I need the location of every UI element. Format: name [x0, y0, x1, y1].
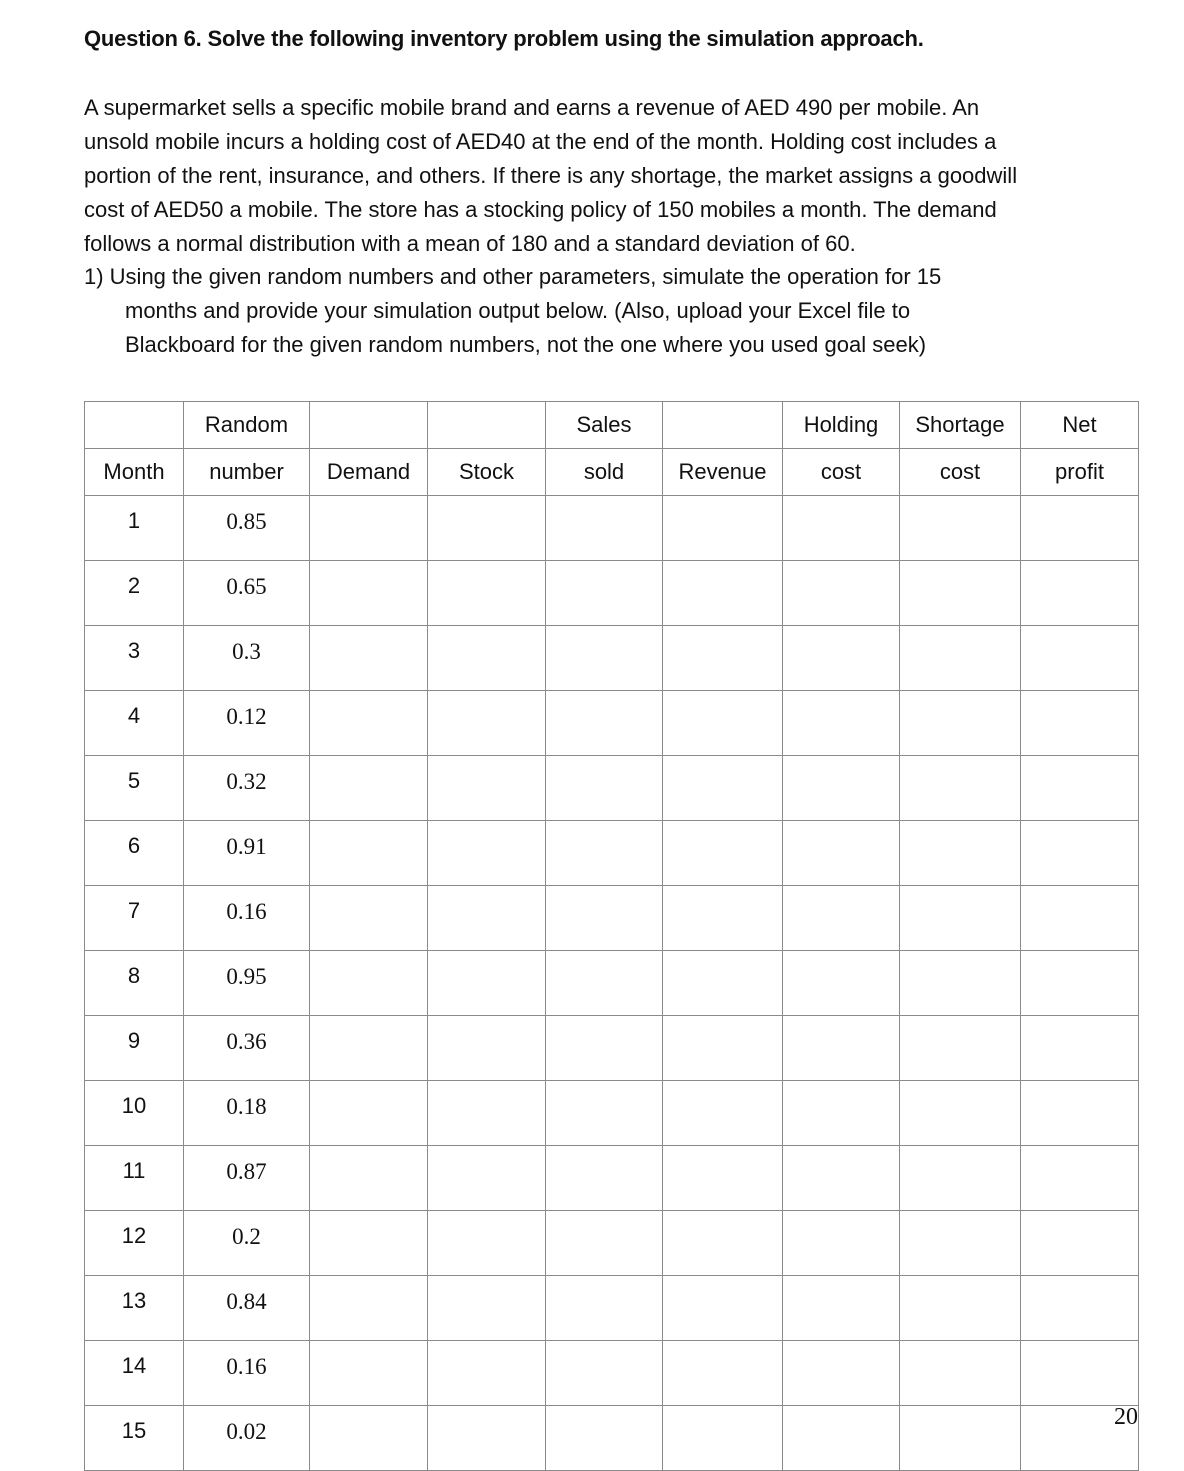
month-cell: 4 — [85, 691, 184, 756]
holding-cost-cell[interactable] — [783, 691, 900, 756]
demand-cell[interactable] — [310, 821, 428, 886]
task-instruction — [84, 260, 1144, 362]
random-number-cell: 0.16 — [184, 886, 310, 951]
holding-cost-cell[interactable] — [783, 821, 900, 886]
shortage-cost-cell[interactable] — [900, 1276, 1021, 1341]
header-cell: cost — [900, 449, 1021, 496]
demand-cell[interactable] — [310, 1211, 428, 1276]
shortage-cost-cell[interactable] — [900, 1341, 1021, 1406]
revenue-cell[interactable] — [663, 886, 783, 951]
month-cell: 2 — [85, 561, 184, 626]
demand-cell[interactable] — [310, 561, 428, 626]
task-line: Blackboard for the given random numbers, not the one where you used goal seek) — [125, 332, 927, 357]
table-row — [85, 1081, 1139, 1146]
revenue-cell[interactable] — [663, 1341, 783, 1406]
header-cell: Demand — [310, 449, 428, 496]
revenue-cell[interactable] — [663, 1081, 783, 1146]
random-number-cell: 0.2 — [184, 1211, 310, 1276]
month-cell: 5 — [85, 756, 184, 821]
simulation-table — [84, 401, 1139, 1471]
revenue-cell[interactable] — [663, 1146, 783, 1211]
table-row — [85, 1016, 1139, 1081]
month-cell: 8 — [85, 951, 184, 1016]
stock-cell[interactable] — [428, 1211, 546, 1276]
holding-cost-cell[interactable] — [783, 1211, 900, 1276]
holding-cost-cell[interactable] — [783, 1406, 900, 1471]
sales-sold-cell[interactable] — [546, 1341, 663, 1406]
stock-cell[interactable] — [428, 1341, 546, 1406]
sales-sold-cell[interactable] — [546, 756, 663, 821]
sales-sold-cell[interactable] — [546, 1211, 663, 1276]
table-row — [85, 886, 1139, 951]
month-cell: 12 — [85, 1211, 184, 1276]
sales-sold-cell[interactable] — [546, 496, 663, 561]
demand-cell[interactable] — [310, 1406, 428, 1471]
holding-cost-cell[interactable] — [783, 886, 900, 951]
stock-cell[interactable] — [428, 626, 546, 691]
month-cell: 3 — [85, 626, 184, 691]
stock-cell[interactable] — [428, 561, 546, 626]
month-cell: 13 — [85, 1276, 184, 1341]
shortage-cost-cell[interactable] — [900, 496, 1021, 561]
header-cell: sold — [546, 449, 663, 496]
holding-cost-cell[interactable] — [783, 626, 900, 691]
holding-cost-cell[interactable] — [783, 1276, 900, 1341]
demand-cell[interactable] — [310, 1081, 428, 1146]
net-profit-cell[interactable] — [1021, 1211, 1139, 1276]
table-row — [85, 951, 1139, 1016]
demand-cell[interactable] — [310, 1341, 428, 1406]
revenue-cell[interactable] — [663, 1211, 783, 1276]
random-number-cell: 0.84 — [184, 1276, 310, 1341]
shortage-cost-cell[interactable] — [900, 1146, 1021, 1211]
description-line: cost of AED50 a mobile. The store has a stocking policy of 150 mobiles a month. The demand — [84, 197, 997, 222]
holding-cost-cell[interactable] — [783, 1341, 900, 1406]
description-line: portion of the rent, insurance, and others. If there is any shortage, the market assigns a goodwill — [84, 163, 1018, 188]
month-cell: 6 — [85, 821, 184, 886]
shortage-cost-cell[interactable] — [900, 886, 1021, 951]
sales-sold-cell[interactable] — [546, 561, 663, 626]
shortage-cost-cell[interactable] — [900, 1211, 1021, 1276]
table-body — [85, 496, 1139, 1471]
stock-cell[interactable] — [428, 821, 546, 886]
description-line: follows a normal distribution with a mean of 180 and a standard deviation of 60. — [84, 231, 856, 256]
header-cell: profit — [1021, 449, 1139, 496]
holding-cost-cell[interactable] — [783, 756, 900, 821]
sales-sold-cell[interactable] — [546, 1276, 663, 1341]
shortage-cost-cell[interactable] — [900, 561, 1021, 626]
month-cell: 7 — [85, 886, 184, 951]
revenue-cell[interactable] — [663, 951, 783, 1016]
revenue-cell[interactable] — [663, 626, 783, 691]
sales-sold-cell[interactable] — [546, 821, 663, 886]
sales-sold-cell[interactable] — [546, 1146, 663, 1211]
header-cell: number — [184, 449, 310, 496]
revenue-cell[interactable] — [663, 691, 783, 756]
header-cell: Shortage — [900, 402, 1021, 449]
demand-cell[interactable] — [310, 1146, 428, 1211]
sales-sold-cell[interactable] — [546, 1406, 663, 1471]
description-line: unsold mobile incurs a holding cost of AED40 at the end of the month. Holding cost includes a — [84, 129, 997, 154]
stock-cell[interactable] — [428, 1081, 546, 1146]
month-cell: 14 — [85, 1341, 184, 1406]
sales-sold-cell[interactable] — [546, 691, 663, 756]
problem-description — [84, 91, 1144, 261]
sales-sold-cell[interactable] — [546, 886, 663, 951]
shortage-cost-cell[interactable] — [900, 1016, 1021, 1081]
month-cell: 11 — [85, 1146, 184, 1211]
header-cell: Sales — [546, 402, 663, 449]
demand-cell[interactable] — [310, 626, 428, 691]
demand-cell[interactable] — [310, 756, 428, 821]
month-cell: 10 — [85, 1081, 184, 1146]
sales-sold-cell[interactable] — [546, 626, 663, 691]
stock-cell[interactable] — [428, 1146, 546, 1211]
table-row — [85, 496, 1139, 561]
random-number-cell: 0.16 — [184, 1341, 310, 1406]
stock-cell[interactable] — [428, 1406, 546, 1471]
net-profit-cell[interactable] — [1021, 1081, 1139, 1146]
table-row — [85, 1406, 1139, 1471]
table-row — [85, 626, 1139, 691]
revenue-cell[interactable] — [663, 1406, 783, 1471]
header-cell — [310, 402, 428, 449]
holding-cost-cell[interactable] — [783, 1016, 900, 1081]
header-cell: Holding — [783, 402, 900, 449]
header-cell: Revenue — [663, 449, 783, 496]
random-number-cell: 0.87 — [184, 1146, 310, 1211]
header-cell: cost — [783, 449, 900, 496]
random-number-cell: 0.91 — [184, 821, 310, 886]
holding-cost-cell[interactable] — [783, 1081, 900, 1146]
stock-cell[interactable] — [428, 756, 546, 821]
shortage-cost-cell[interactable] — [900, 1406, 1021, 1471]
header-cell — [428, 402, 546, 449]
stock-cell[interactable] — [428, 496, 546, 561]
net-profit-cell[interactable] — [1021, 821, 1139, 886]
shortage-cost-cell[interactable] — [900, 951, 1021, 1016]
table-row — [85, 561, 1139, 626]
table-row — [85, 1146, 1139, 1211]
shortage-cost-cell[interactable] — [900, 756, 1021, 821]
table-row — [85, 691, 1139, 756]
header-row — [85, 402, 1139, 449]
holding-cost-cell[interactable] — [783, 561, 900, 626]
holding-cost-cell[interactable] — [783, 1146, 900, 1211]
shortage-cost-cell[interactable] — [900, 1081, 1021, 1146]
net-profit-cell[interactable] — [1021, 886, 1139, 951]
sales-sold-cell[interactable] — [546, 1016, 663, 1081]
net-profit-cell[interactable] — [1021, 756, 1139, 821]
random-number-cell: 0.18 — [184, 1081, 310, 1146]
net-profit-cell[interactable] — [1021, 496, 1139, 561]
question-title: Question 6. Solve the following inventory problem using the simulation approach. — [84, 26, 924, 51]
header-cell: Net — [1021, 402, 1139, 449]
demand-cell[interactable] — [310, 886, 428, 951]
holding-cost-cell[interactable] — [783, 496, 900, 561]
table-row — [85, 1276, 1139, 1341]
shortage-cost-cell[interactable] — [900, 691, 1021, 756]
random-number-cell: 0.36 — [184, 1016, 310, 1081]
sales-sold-cell[interactable] — [546, 1081, 663, 1146]
net-profit-cell[interactable] — [1021, 1146, 1139, 1211]
stock-cell[interactable] — [428, 1276, 546, 1341]
revenue-cell[interactable] — [663, 496, 783, 561]
random-number-cell: 0.02 — [184, 1406, 310, 1471]
page-number: 20 — [1114, 1404, 1138, 1430]
table-row — [85, 1341, 1139, 1406]
revenue-cell[interactable] — [663, 1276, 783, 1341]
random-number-cell: 0.95 — [184, 951, 310, 1016]
month-cell: 15 — [85, 1406, 184, 1471]
sales-sold-cell[interactable] — [546, 951, 663, 1016]
random-number-cell: 0.85 — [184, 496, 310, 561]
shortage-cost-cell[interactable] — [900, 626, 1021, 691]
random-number-cell: 0.3 — [184, 626, 310, 691]
table-row — [85, 1211, 1139, 1276]
net-profit-cell[interactable] — [1021, 561, 1139, 626]
shortage-cost-cell[interactable] — [900, 821, 1021, 886]
net-profit-cell[interactable] — [1021, 691, 1139, 756]
table-row — [85, 821, 1139, 886]
header-cell: Stock — [428, 449, 546, 496]
net-profit-cell[interactable] — [1021, 1276, 1139, 1341]
header-cell: Random — [184, 402, 310, 449]
net-profit-cell[interactable] — [1021, 1341, 1139, 1406]
month-cell: 1 — [85, 496, 184, 561]
header-cell: Month — [85, 449, 184, 496]
stock-cell[interactable] — [428, 691, 546, 756]
description-line: A supermarket sells a specific mobile brand and earns a revenue of AED 490 per mobile. An — [84, 95, 980, 120]
net-profit-cell[interactable] — [1021, 951, 1139, 1016]
demand-cell[interactable] — [310, 1016, 428, 1081]
stock-cell[interactable] — [428, 951, 546, 1016]
revenue-cell[interactable] — [663, 821, 783, 886]
demand-cell[interactable] — [310, 1276, 428, 1341]
stock-cell[interactable] — [428, 886, 546, 951]
stock-cell[interactable] — [428, 1016, 546, 1081]
table-row — [85, 756, 1139, 821]
header-cell — [663, 402, 783, 449]
task-line: 1) Using the given random numbers and other parameters, simulate the operation for 15 — [84, 264, 942, 289]
holding-cost-cell[interactable] — [783, 951, 900, 1016]
random-number-cell: 0.32 — [184, 756, 310, 821]
demand-cell[interactable] — [310, 496, 428, 561]
random-number-cell: 0.65 — [184, 561, 310, 626]
revenue-cell[interactable] — [663, 1016, 783, 1081]
task-line: months and provide your simulation output below. (Also, upload your Excel file to — [125, 298, 911, 323]
demand-cell[interactable] — [310, 691, 428, 756]
net-profit-cell[interactable] — [1021, 1016, 1139, 1081]
header-cell — [85, 402, 184, 449]
header-row — [85, 449, 1139, 496]
demand-cell[interactable] — [310, 951, 428, 1016]
net-profit-cell[interactable] — [1021, 626, 1139, 691]
month-cell: 9 — [85, 1016, 184, 1081]
random-number-cell: 0.12 — [184, 691, 310, 756]
table-header — [85, 402, 1139, 496]
revenue-cell[interactable] — [663, 756, 783, 821]
revenue-cell[interactable] — [663, 561, 783, 626]
